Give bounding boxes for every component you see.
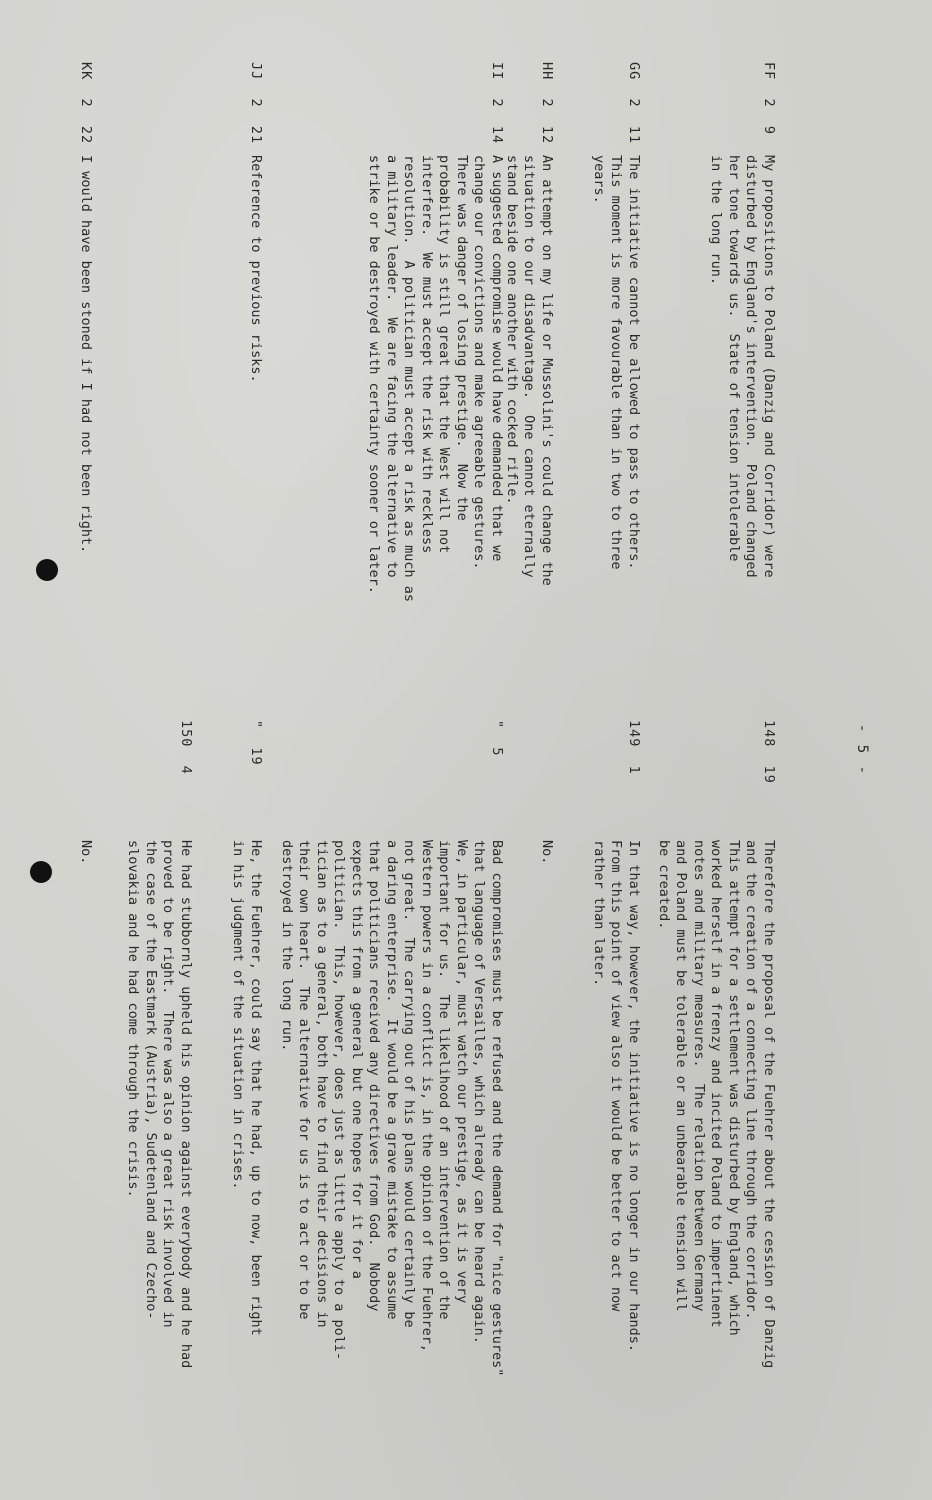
- left-reference: JJ 2 21: [248, 62, 264, 145]
- left-text: I would have been stoned if I had not been right.: [78, 155, 94, 554]
- left-text: An attempt on my life or Mussolini's could change the situation to our disadvantage. One cannot eternally stand beside one another with cocked rifle.: [504, 155, 555, 586]
- right-text: In that way, however, the initiative is no longer in our hands. From this point of view also it would be better to act now rather than later.: [591, 840, 642, 1353]
- left-text: A suggested compromise would have demanded that we change our convictions and make agreeable gestures. There was danger of losing prestige. Now the probability is still great that the West will not interfere. We must accept the risk with reckless resolution. A politician must accept a risk as much as a military leader. We are facing the alternative to strike or be destroyed with certainty sooner or later.: [366, 155, 505, 603]
- left-reference: KK 2 22: [78, 62, 94, 145]
- right-text: He had stubbornly upheld his opinion against everybody and he had proved to be right. There was also a great risk involved in the case of the Eastmark (Austria), Sudetenland and Czecho- slovakia and he had come through the crisis.: [125, 840, 194, 1369]
- right-text: No.: [539, 840, 555, 865]
- right-text: Therefore the proposal of the Fuehrer about the cession of Danzig and the creation of a connecting line through the corridor. This attempt for a settlement was disturbed by England, which worked herself in a frenzy and incited Poland to impertinent notes and military measures. The relation between Germany and Poland must be tolerable or an unbearable tension will be created.: [656, 840, 777, 1369]
- right-reference: " 19: [248, 720, 264, 766]
- left-text: Reference to previous risks.: [248, 155, 264, 383]
- right-reference: " 5: [489, 720, 505, 757]
- right-reference: 150 4: [178, 720, 194, 775]
- punch-hole: [36, 559, 58, 581]
- right-reference: 149 1: [626, 720, 642, 775]
- left-reference: II 2 14: [489, 62, 505, 145]
- left-text: My propositions to Poland (Danzig and Corridor) were disturbed by England's intervention. Poland changed her tone towards us. State of tension intolerable in the long run.: [708, 155, 777, 578]
- right-reference: 148 19: [761, 720, 777, 784]
- page-number: - 5 -: [854, 723, 870, 777]
- left-text: The initiative cannot be allowed to pass to others. This moment is more favourable than in two to three years.: [591, 155, 642, 570]
- right-text: Bad compromises must be refused and the demand for "nice gestures" that language of Versailles, which already can be heard again. We, in particular, must watch our prestige, as it is very important for us. The likelihood of an intervention of the Western powers in a conflict is, in the opinion of the Fuehrer, not great. The carrying out of his plans would certainly be a daring enterprise. It would be a grave mistake to assume that politicians received any directives from God. Nobody expects this from a general but one hopes for it for a politician. This, however, does just as little apply to a poli- tician as to a general, both have to find their decisions in their own heart. The alternative for us is to act or to be destroyed in the long run.: [279, 840, 505, 1377]
- left-reference: GG 2 11: [626, 62, 642, 145]
- right-text: He, the Fuehrer, could say that he had, up to now, been right in his judgment of the situation in crises.: [230, 840, 264, 1336]
- right-text: No.: [78, 840, 94, 865]
- left-reference: HH 2 12: [539, 62, 555, 145]
- punch-hole: [30, 861, 52, 883]
- left-reference: FF 2 9: [761, 62, 777, 136]
